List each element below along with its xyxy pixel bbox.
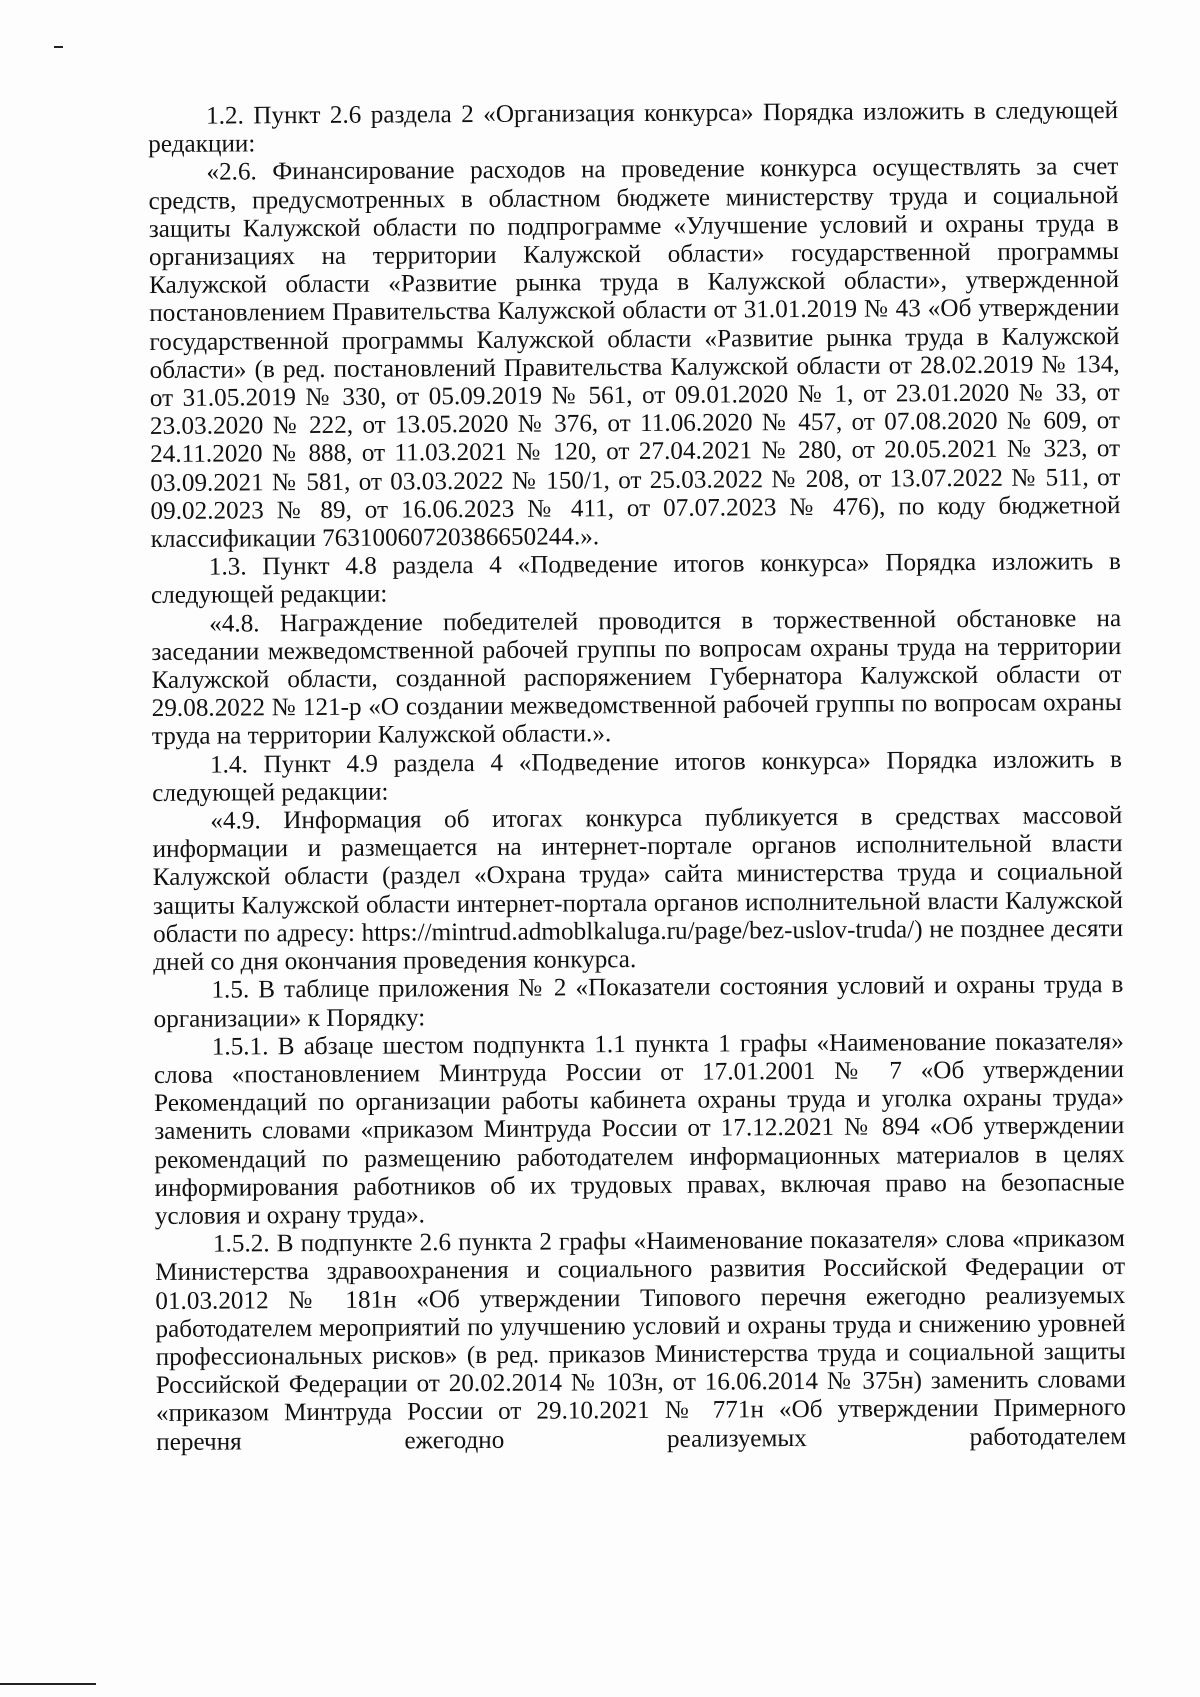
footer-rule	[0, 1683, 96, 1685]
paragraph-2-6-quote: «2.6. Финансирование расходов на проведение конкурса осуществлять за счет средств, предусмотренных в областном бюджете министерству труда и социальной защиты Калужской области по подпрограмме «Улучшение условий и охраны труда в организациях на территории Калужской области» государственной программы Калужской области «Развитие рынка труда в Калужской области», утвержденной постановлением Правительства Калужской области от 31.01.2019 № 43 «Об утверждении государственной программы Калужской области «Развитие рынка труда в Калужской области» (в ред. постановлений Правительства Калужской области от 28.02.2019 № 134, от 31.05.2019 № 330, от 05.09.2019 № 561, от 09.01.2020 № 1, от 23.01.2020 № 33, от 23.03.2020 № 222, от 13.05.2020 № 376, от 11.06.2020 № 457, от 07.08.2020 № 609, от 24.11.2020 № 888, от 11.03.2021 № 120, от 27.04.2021 № 280, от 20.05.2021 № 323, от 03.09.2021 № 581, от 03.03.2022 № 150/1, от 25.03.2022 № 208, от 13.07.2022 № 511, от 09.02.2023 № 89, от 16.06.2023 № 411, от 07.07.2023 № 476), по коду бюджетной классификации 76310060720386650244.».	[148, 153, 1121, 554]
paragraph-4-9-quote: «4.9. Информация об итогах конкурса публикуется в средствах массовой информации и размещается на интернет-портале органов исполнительной власти Калужской области (раздел «Охрана труда» сайта министерства труда и социальной защиты Калужской области интернет-портала органов исполнительной власти Калужской области по адресу: https://mintrud.admoblkaluga.ru/page/bez-uslov-truda/) не позднее десяти дней со дня окончания проведения конкурса.	[152, 802, 1124, 977]
paragraph-1-4: 1.4. Пункт 4.9 раздела 4 «Подведение итогов конкурса» Порядка изложить в следующей редакции:	[152, 745, 1123, 807]
document-body	[148, 97, 1126, 1457]
scan-mark	[54, 46, 63, 48]
paragraph-1-5: 1.5. В таблице приложения № 2 «Показатели состояния условий и охраны труда в организации» к Порядку:	[153, 971, 1124, 1033]
paragraph-4-8-quote: «4.8. Награждение победителей проводится в торжественной обстановке на заседании межведомственной рабочей группы по вопросам охраны труда на территории Калужской области, созданной распоряжением Губернатора Калужской области от 29.08.2022 № 121-р «О создании межведомственной рабочей группы по вопросам охраны труда на территории Калужской области.».	[151, 604, 1122, 751]
paragraph-1-5-1: 1.5.1. В абзаце шестом подпункта 1.1 пункта 1 графы «Наименование показателя» слова «постановлением Минтруда России от 17.01.2001 № 7 «Об утверждении Рекомендаций по организации работы кабинета охраны труда и уголка охраны труда» заменить словами «приказом Минтруда России от 17.12.2021 № 894 «Об утверждении рекомендаций по размещению работодателем информационных материалов в целях информирования работников об их трудовых правах, включая право на безопасные условия и охрану труда».	[153, 1027, 1125, 1230]
paragraph-1-3: 1.3. Пункт 4.8 раздела 4 «Подведение итогов конкурса» Порядка изложить в следующей редакции:	[150, 548, 1121, 610]
paragraph-1-2: 1.2. Пункт 2.6 раздела 2 «Организация конкурса» Порядка изложить в следующей редакции:	[148, 97, 1119, 159]
paragraph-1-5-2: 1.5.2. В подпункте 2.6 пункта 2 графы «Наименование показателя» слова «приказом Министерства здравоохранения и социального развития Российской Федерации от 01.03.2012 № 181н «Об утверждении Типового перечня ежегодно реализуемых работодателем мероприятий по улучшению условий и охраны труда и снижению уровней профессиональных рисков» (в ред. приказов Министерства труда и социальной защиты Российской Федерации от 20.02.2014 № 103н, от 16.06.2014 № 375н) заменить словами «приказом Минтруда России от 29.10.2021 № 771н «Об утверждении Примерного перечня ежегодно реализуемых работодателем	[155, 1225, 1127, 1456]
